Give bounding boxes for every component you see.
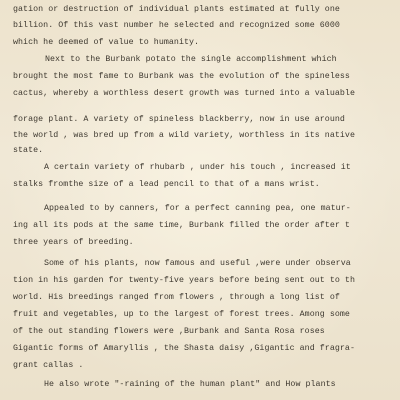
text-line-12: Appealed to by canners, for a perfect canning pea, one matur- — [44, 204, 351, 213]
text-line-10: A certain variety of rhubarb , under his touch , increased it — [44, 163, 351, 172]
text-line-14: three years of breeding. — [13, 238, 134, 247]
text-line-15: Some of his plants, now famous and useful ,were under observa — [44, 259, 351, 268]
text-line-16: tion in his garden for twenty-five years before being sent out to th — [13, 276, 355, 285]
text-line-4: Next to the Burbank potato the single accomplishment which — [45, 55, 337, 64]
text-line-7: forage plant. A variety of spineless blackberry, now in use around — [13, 115, 345, 124]
text-line-18: fruit and vegetables, up to the largest of forest trees. Among some — [13, 310, 350, 319]
text-line-6: cactus, whereby a worthless desert growth was turned into a valuable — [13, 89, 355, 98]
text-line-5: brought the most fame to Burbank was the evolution of the spineless — [13, 72, 350, 81]
text-line-21: grant callas . — [13, 361, 84, 370]
text-line-8: the world , was bred up from a wild variety, worthless in its native — [13, 131, 355, 140]
text-line-13: ing all its pods at the same time, Burbank filled the order after t — [13, 221, 350, 230]
text-line-17: world. His breedings ranged from flowers , through a long list of — [13, 293, 340, 302]
text-line-11: stalks fromthe size of a lead pencil to that of a mans wrist. — [13, 180, 320, 189]
text-line-22: He also wrote "-raining of the human plant" and How plants — [44, 380, 336, 389]
text-line-2: billion. Of this vast number he selected and recognized some 6000 — [13, 21, 340, 30]
text-line-9: state. — [13, 146, 44, 155]
text-line-20: Gigantic forms of Amaryllis , the Shasta daisy ,Gigantic and fragra- — [13, 344, 355, 353]
text-line-3: which he deemed of value to humanity. — [13, 38, 200, 47]
text-line-1: gation or destruction of individual plants estimated at fully one — [13, 5, 340, 14]
text-line-19: of the out standing flowers were ,Burbank and Santa Rosa roses — [13, 327, 325, 336]
